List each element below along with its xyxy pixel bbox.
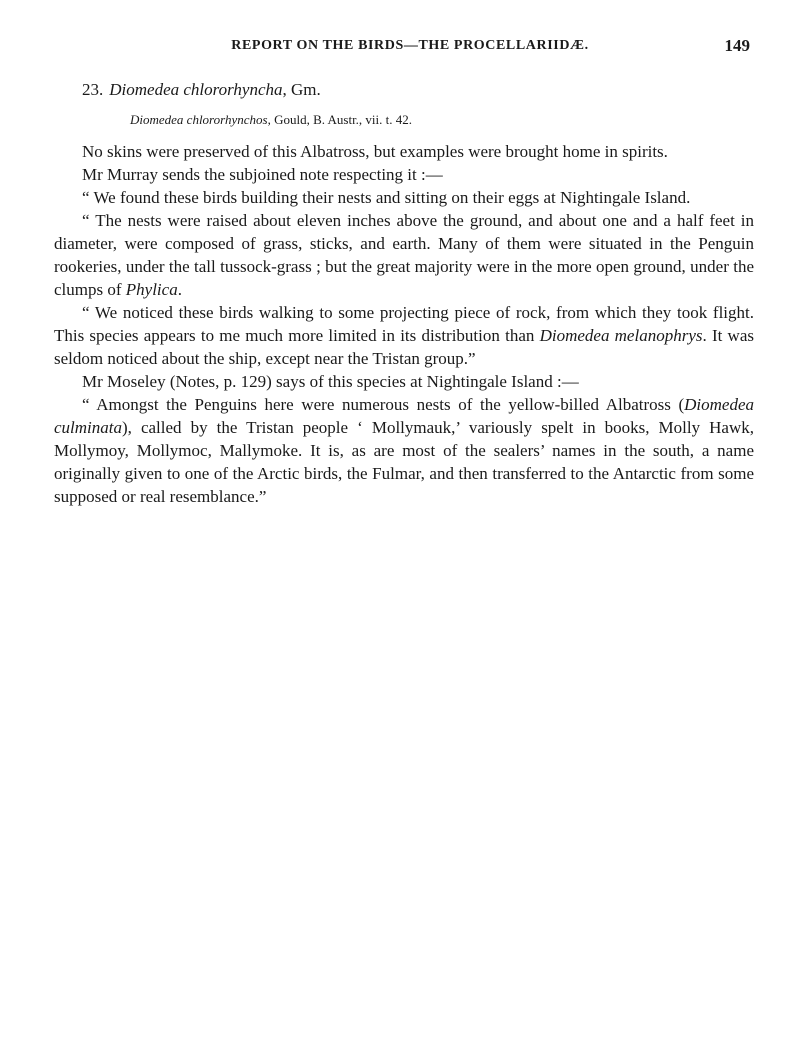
paragraph-4-end: . xyxy=(177,280,182,299)
species-authority: , Gm. xyxy=(282,80,321,99)
paragraph-5-text-a: “ We noticed these birds walking to some projecting piece of rock, from which they took flight. This species appears to me much more limited in its distribution than xyxy=(54,303,754,345)
species-heading xyxy=(82,80,321,100)
paragraph-4 xyxy=(54,209,754,301)
paragraph-5-text-b: . It was seldom noticed about the ship, except near the Tristan group.” xyxy=(54,326,754,368)
paragraph-1: No skins were preserved of this Albatross, but examples were brought home in spirits. xyxy=(82,142,668,161)
paragraph-6: Mr Moseley (Notes, p. 129) says of this species at Nightingale Island :— xyxy=(82,372,579,391)
paragraph-7-italic: Diomedea culminata xyxy=(54,395,754,437)
body-text xyxy=(54,140,754,508)
paragraph-7-text-b: ), called by the Tristan people ‘ Mollymauk,’ variously spelt in books, Molly Hawk, Mollymoy, Mollymoc, Mallymoke. It is, as are most of the sealers’ names in the south, a name originally given to one of the Arctic birds, the Fulmar, and then transferred to the Antarctic from some supposed or real resemblance.” xyxy=(54,418,754,506)
species-name: Diomedea chlororhyncha xyxy=(109,80,283,99)
paragraph-3: “ We found these birds building their nests and sitting on their eggs at Nightingale Island. xyxy=(82,188,691,207)
paragraph-7 xyxy=(54,393,754,508)
running-head: REPORT ON THE BIRDS—THE PROCELLARIIDÆ. xyxy=(231,38,589,53)
page-number: 149 xyxy=(724,36,750,55)
synonym-citation xyxy=(130,112,412,128)
synonym-reference: , Gould, B. Austr., vii. t. 42. xyxy=(267,112,413,127)
paragraph-4-text: “ The nests were raised about eleven inches above the ground, and about one and a half feet in diameter, were composed of grass, sticks, and earth. Many of them were situated in the Penguin rookeries, under the tall tussock-grass ; but the great majority were in the more open ground, under the clumps of xyxy=(54,211,754,299)
paragraph-2: Mr Murray sends the subjoined note respecting it :— xyxy=(82,165,443,184)
paragraph-5 xyxy=(54,301,754,370)
synonym-name: Diomedea chlororhynchos xyxy=(130,112,268,127)
paragraph-4-italic: Phylica xyxy=(125,280,178,299)
paragraph-5-italic: Diomedea melanophrys xyxy=(539,326,703,345)
paragraph-7-text-a: “ Amongst the Penguins here were numerous nests of the yellow-billed Albatross ( xyxy=(82,395,685,414)
species-number: 23. xyxy=(82,80,104,99)
